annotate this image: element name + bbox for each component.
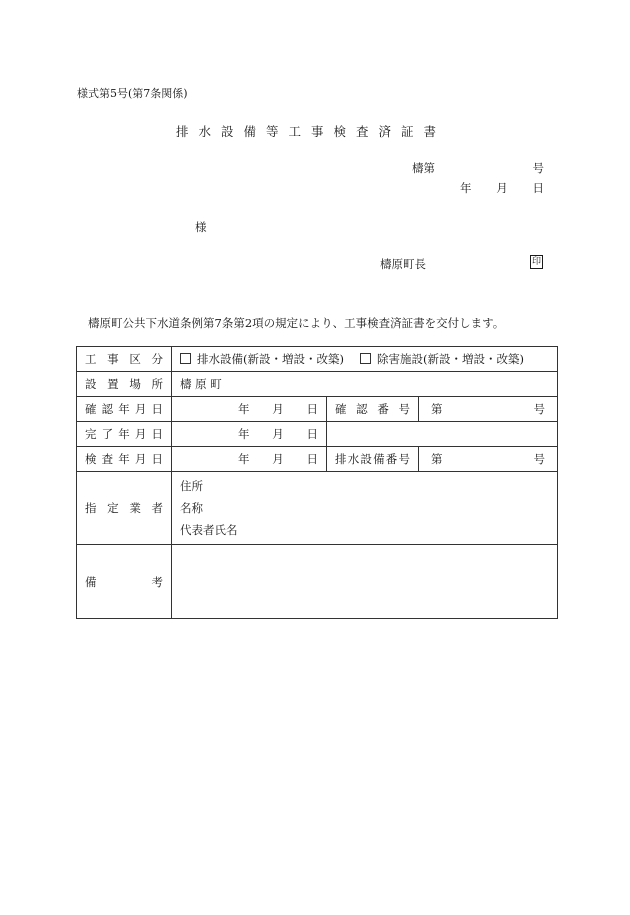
issue-date-month: 月 — [496, 181, 508, 195]
row-work-type — [77, 347, 558, 372]
equipment-number-label: 排水設備番号 — [327, 447, 419, 472]
issue-date-year: 年 — [460, 181, 472, 195]
row-remarks — [77, 545, 558, 619]
row-inspect — [77, 447, 558, 472]
issue-number-suffix: 号 — [532, 161, 544, 175]
form-number-label: 様式第5号(第7条関係) — [77, 87, 188, 100]
issue-number-prefix: 檮第 — [412, 161, 435, 175]
seal-mark: 印 — [531, 257, 541, 267]
inspect-date-label: 検査年月日 — [77, 447, 172, 472]
row-complete — [77, 422, 558, 447]
inspect-date-value: 年 月 日 — [172, 447, 327, 472]
contractor-address: 住所 — [180, 479, 203, 493]
remarks-value[interactable] — [172, 545, 558, 619]
checkbox-icon[interactable] — [180, 353, 191, 364]
complete-date-blank — [327, 422, 558, 447]
contractor-name: 名称 — [180, 501, 203, 515]
work-type-option-drainage[interactable]: 排水設備(新設・増設・改築) — [180, 351, 344, 367]
certificate-statement: 檮原町公共下水道条例第7条第2項の規定により、工事検査済証書を交付します。 — [88, 316, 505, 330]
issue-date-day: 日 — [532, 181, 544, 195]
document-title: 排水設備等工事検査済証書 — [176, 124, 447, 139]
recipient-honorific: 様 — [195, 220, 207, 234]
confirm-date-label: 確認年月日 — [77, 397, 172, 422]
confirm-number-value: 第 号 — [419, 397, 558, 422]
complete-date-value: 年 月 日 — [172, 422, 327, 447]
work-type-label: 工事区分 — [77, 347, 172, 372]
work-type-option-abatement[interactable]: 除害施設(新設・増設・改築) — [360, 351, 524, 367]
certificate-table — [76, 346, 558, 619]
issuer-name: 檮原町長 — [380, 257, 426, 271]
equipment-number-value: 第 号 — [419, 447, 558, 472]
complete-date-label: 完了年月日 — [77, 422, 172, 447]
remarks-label: 備考 — [77, 545, 172, 619]
contractor-representative: 代表者氏名 — [180, 523, 238, 537]
contractor-details — [172, 472, 558, 545]
row-location — [77, 372, 558, 397]
confirm-date-value: 年 月 日 — [172, 397, 327, 422]
checkbox-icon[interactable] — [360, 353, 371, 364]
work-type-options — [172, 347, 558, 372]
confirm-number-label: 確認番号 — [327, 397, 419, 422]
row-confirm — [77, 397, 558, 422]
location-label: 設置場所 — [77, 372, 172, 397]
row-contractor — [77, 472, 558, 545]
location-value: 檮 原 町 — [172, 372, 558, 397]
issue-number — [412, 160, 544, 176]
issue-date — [460, 180, 544, 196]
contractor-label: 指定業者 — [77, 472, 172, 545]
